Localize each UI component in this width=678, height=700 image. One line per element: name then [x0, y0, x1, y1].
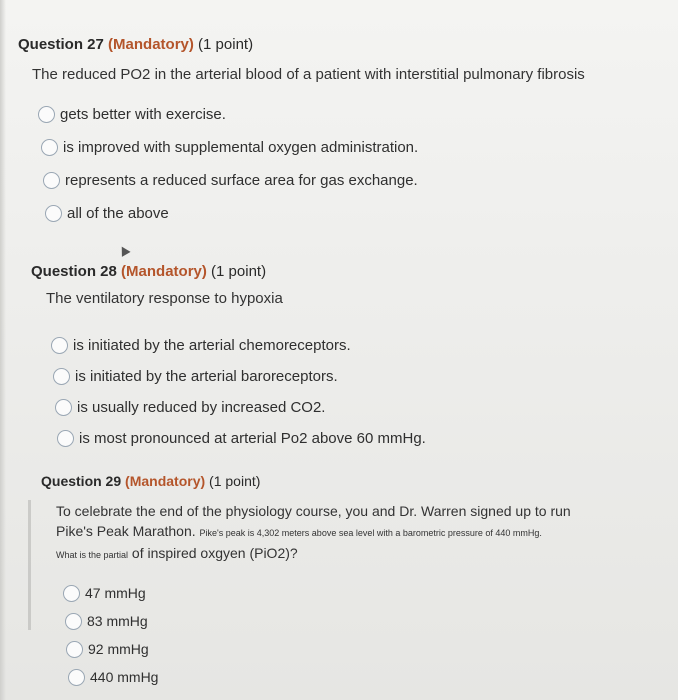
option-28-a[interactable]: [51, 329, 426, 361]
radio-button[interactable]: [38, 106, 55, 123]
text-segment-small: Pike's peak is 4,302 meters above sea level with a barometric pressure of 440 mmHg.: [199, 528, 542, 538]
question-29-options: [63, 579, 571, 691]
radio-button[interactable]: [45, 205, 62, 222]
radio-button[interactable]: [51, 337, 68, 354]
mouse-cursor-icon: [117, 244, 130, 257]
radio-button[interactable]: [65, 613, 82, 630]
option-29-a[interactable]: [63, 579, 571, 607]
question-number: Question 28: [31, 263, 117, 280]
radio-button[interactable]: [68, 669, 85, 686]
question-29-title: [41, 473, 571, 489]
option-label: is initiated by the arterial chemoreceptors.: [73, 336, 351, 354]
option-28-d[interactable]: [57, 423, 426, 454]
option-28-b[interactable]: [53, 361, 426, 392]
question-27-title: [18, 36, 585, 53]
radio-button[interactable]: [53, 368, 70, 385]
question-number: Question 29: [41, 473, 122, 489]
option-29-c[interactable]: [66, 635, 571, 663]
question-28-text: The ventilatory response to hypoxia: [46, 290, 283, 307]
page-edge-shadow: [0, 0, 6, 700]
option-label: is initiated by the arterial baroreceptors.: [75, 368, 338, 385]
points-label: (1 point): [209, 473, 261, 489]
option-27-a[interactable]: [38, 98, 585, 131]
option-label: all of the above: [67, 205, 169, 222]
option-label: gets better with exercise.: [60, 106, 226, 123]
question-27-options: [38, 98, 585, 230]
radio-button[interactable]: [41, 139, 58, 156]
text-segment: Pike's Peak Marathon.: [56, 523, 196, 539]
points-label: (1 point): [198, 36, 254, 53]
option-label: is most pronounced at arterial Po2 above 60 mmHg.: [79, 430, 426, 447]
question-29-line-3: [56, 543, 571, 565]
left-divider: [28, 500, 31, 630]
question-29-line-1: To celebrate the end of the physiology course, you and Dr. Warren signed up to run: [56, 503, 571, 519]
radio-button[interactable]: [43, 172, 60, 189]
points-label: (1 point): [211, 263, 267, 280]
mandatory-label: (Mandatory): [108, 36, 194, 53]
question-28-title: [31, 263, 426, 280]
text-segment: of inspired oxgyen (PiO2)?: [131, 545, 298, 561]
option-label: 92 mmHg: [88, 641, 149, 657]
question-29-text: [56, 501, 571, 565]
radio-button[interactable]: [63, 585, 80, 602]
question-number: Question 27: [18, 36, 104, 53]
option-29-b[interactable]: [65, 607, 571, 635]
option-label: is improved with supplemental oxygen administration.: [63, 139, 419, 156]
option-27-d[interactable]: [45, 197, 585, 230]
option-label: 47 mmHg: [85, 585, 146, 601]
question-28: [31, 263, 426, 454]
radio-button[interactable]: [55, 399, 72, 416]
text-segment-small: What is the partial: [56, 550, 129, 560]
mandatory-label: (Mandatory): [121, 263, 207, 280]
radio-button[interactable]: [66, 641, 83, 658]
option-29-d[interactable]: [68, 663, 571, 691]
question-27-text: The reduced PO2 in the arterial blood of a patient with interstitial pulmonary fibrosis: [32, 66, 585, 83]
option-27-c[interactable]: [43, 164, 585, 197]
option-label: 440 mmHg: [90, 669, 159, 685]
mandatory-label: (Mandatory): [125, 473, 206, 489]
option-27-b[interactable]: [41, 131, 585, 164]
question-29-line-2: [56, 521, 571, 543]
option-label: is usually reduced by increased CO2.: [77, 399, 326, 416]
question-29: [41, 473, 571, 691]
option-28-c[interactable]: [55, 392, 426, 423]
question-28-options: [51, 329, 426, 454]
option-label: represents a reduced surface area for gas exchange.: [65, 172, 418, 189]
radio-button[interactable]: [57, 430, 74, 447]
option-label: 83 mmHg: [87, 613, 148, 629]
question-27: [18, 36, 585, 230]
